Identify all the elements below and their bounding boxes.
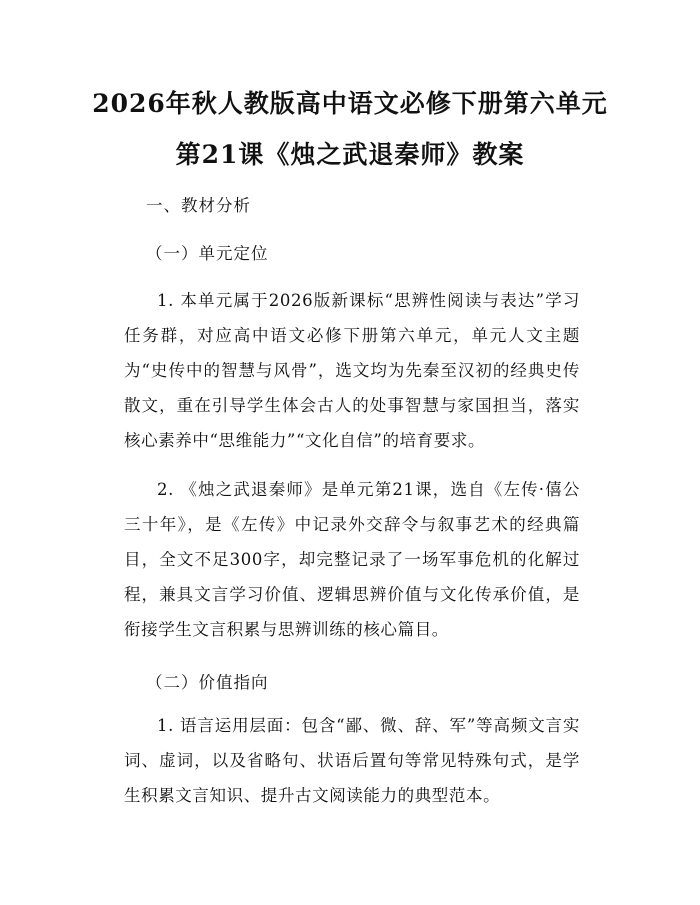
- paragraph-unit-positioning-2: 2. 《烛之武退秦师》是单元第21课，选自《左传·僖公三十年》，是《左传》中记录外交辞令与叙事艺术的经典篇目，全文不足300字，却完整记录了一场军事危机的化解过程，兼具文言学习价值、逻辑思辨价值与文化传承价值，是衔接学生文言积累与思辨训练的核心篇目。: [124, 480, 580, 639]
- paragraph-unit-positioning-1: 1. 本单元属于2026版新课标“思辨性阅读与表达”学习任务群，对应高中语文必修下册第六单元，单元人文主题为“史传中的智慧与风骨”，选文均为先秦至汉初的经典史传散文，重在引导学生体会古人的处事智慧与家国担当，落实核心素养中“思维能力”“文化自信”的培育要求。: [124, 291, 580, 450]
- subsection-heading-unit-positioning: （一）单元定位: [146, 244, 269, 263]
- document-title-line2: 第21课《烛之武退秦师》教案: [175, 140, 525, 169]
- subsection-heading-value-orientation: （二）价值指向: [146, 673, 269, 692]
- document-title-line1: 2026年秋人教版高中语文必修下册第六单元: [92, 89, 608, 118]
- paragraph-value-orientation-1: 1. 语言运用层面：包含“鄙、微、辞、军”等高频文言实词、虚词，以及省略句、状语后置句等常见特殊句式，是学生积累文言知识、提升古文阅读能力的典型范本。: [124, 716, 580, 805]
- section-heading-textbook-analysis: 一、教材分析: [146, 196, 251, 215]
